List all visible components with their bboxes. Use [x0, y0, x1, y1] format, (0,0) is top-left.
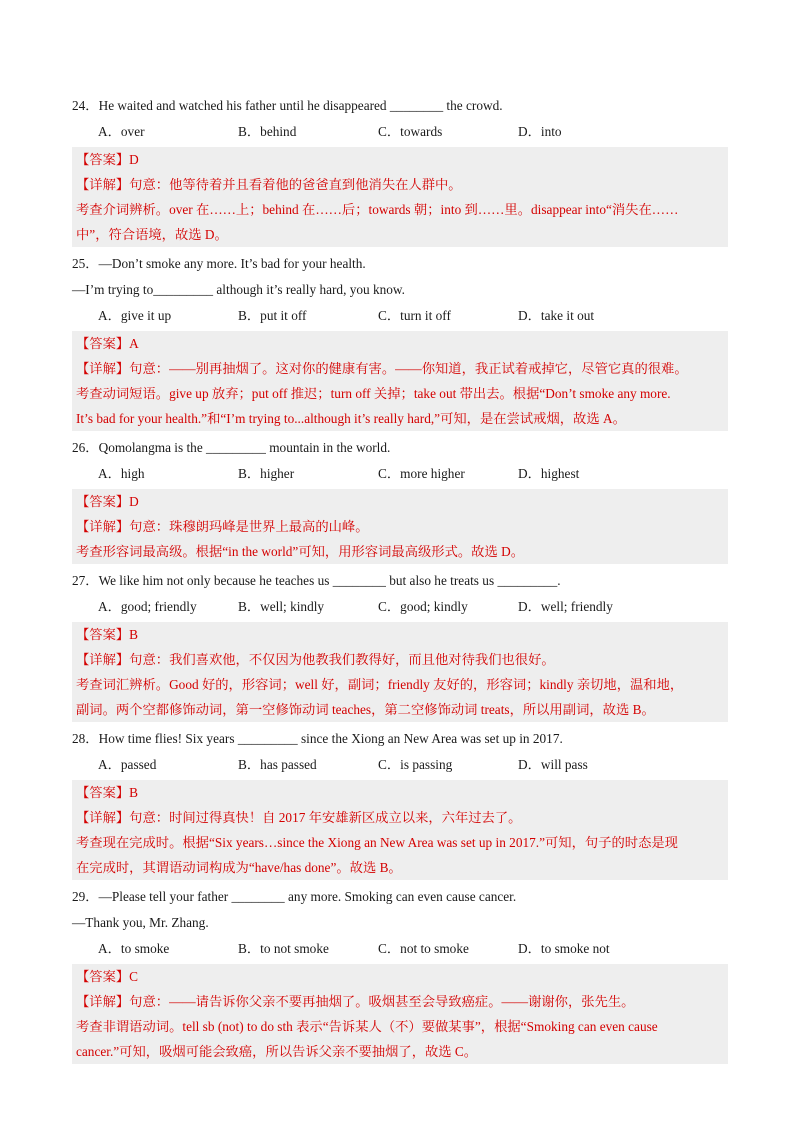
question-stem — [72, 251, 728, 303]
answer-option: C．not to smoke — [378, 941, 469, 956]
answer-explanation-box — [72, 147, 728, 247]
answer-option: C．is passing — [378, 757, 453, 772]
question-block — [72, 435, 728, 564]
answer-explanation-box — [72, 331, 728, 431]
question-text-line: —I’m trying to_________ although it’s really hard, you know. — [72, 282, 405, 297]
answer-option: C．more higher — [378, 466, 465, 481]
question-block — [72, 726, 728, 880]
answer-option: B．has passed — [238, 757, 317, 772]
question-stem — [72, 435, 728, 461]
explanation-line: 中”，符合语境，故选 D。 — [76, 227, 228, 242]
question-block — [72, 251, 728, 431]
question-stem — [72, 726, 728, 752]
explanation-line: 【详解】句意：珠穆朗玛峰是世界上最高的山峰。 — [76, 519, 369, 534]
answer-label: 【答案】C — [76, 969, 139, 984]
explanation-line: 考查词汇辨析。Good 好的，形容词；well 好，副词；friendly 友好的，形容词；kindly 亲切地，温和地， — [76, 677, 684, 692]
answer-option: B．higher — [238, 466, 295, 481]
options-row — [72, 936, 728, 962]
question-stem — [72, 93, 728, 119]
answer-option: A．to smoke — [98, 941, 170, 956]
question-block — [72, 93, 728, 247]
question-text-line: 29．—Please tell your father ________ any more. Smoking can even cause cancer. — [72, 889, 517, 904]
answer-label: 【答案】B — [76, 785, 139, 800]
answer-explanation-box — [72, 622, 728, 722]
explanation-line: 考查介词辨析。over 在……上；behind 在……后；towards 朝；into 到……里。disappear into“消失在…… — [76, 202, 679, 217]
answer-option: C．towards — [378, 124, 443, 139]
question-text-line: 27．We like him not only because he teaches us ________ but also he treats us _________. — [72, 573, 561, 588]
answer-option: D．into — [518, 124, 562, 139]
explanation-line: 考查现在完成时。根据“Six years…since the Xiong an New Area was set up in 2017.”可知，句子的时态是现 — [76, 835, 678, 850]
explanation-line: 在完成时，其谓语动词构成为“have/has done”。故选 B。 — [76, 860, 402, 875]
options-row — [72, 303, 728, 329]
options-row — [72, 119, 728, 145]
answer-option: A．high — [98, 466, 145, 481]
answer-option: A．passed — [98, 757, 157, 772]
answer-option: B．well; kindly — [238, 599, 325, 614]
question-stem — [72, 884, 728, 936]
question-block — [72, 884, 728, 1064]
answer-option: B．behind — [238, 124, 297, 139]
question-text-line: —Thank you, Mr. Zhang. — [72, 915, 209, 930]
answer-option: A．over — [98, 124, 145, 139]
answer-option: D．highest — [518, 466, 580, 481]
answer-option: D．will pass — [518, 757, 588, 772]
answer-option: D．well; friendly — [518, 599, 613, 614]
explanation-line: 【详解】句意：——请告诉你父亲不要再抽烟了。吸烟甚至会导致癌症。——谢谢你，张先生。 — [76, 994, 635, 1009]
question-text-line: 28．How time flies! Six years _________ since the Xiong an New Area was set up in 2017. — [72, 731, 563, 746]
explanation-line: 【详解】句意：时间过得真快！自 2017 年安雄新区成立以来，六年过去了。 — [76, 810, 522, 825]
question-text-line: 25．—Don’t smoke any more. It’s bad for your health. — [72, 256, 366, 271]
answer-option: A．good; friendly — [98, 599, 197, 614]
answer-explanation-box — [72, 489, 728, 564]
answer-label: 【答案】B — [76, 627, 139, 642]
options-row — [72, 594, 728, 620]
answer-label: 【答案】D — [76, 152, 139, 167]
answer-option: B．to not smoke — [238, 941, 329, 956]
options-row — [72, 752, 728, 778]
explanation-line: 【详解】句意：我们喜欢他，不仅因为他教我们教得好，而且他对待我们也很好。 — [76, 652, 555, 667]
answer-explanation-box — [72, 780, 728, 880]
answer-option: C．turn it off — [378, 308, 451, 323]
answer-label: 【答案】A — [76, 336, 139, 351]
explanation-line: 考查动词短语。give up 放弃；put off 推迟；turn off 关掉；take out 带出去。根据“Don’t smoke any more. — [76, 386, 671, 401]
explanation-line: cancer.”可知，吸烟可能会致癌，所以告诉父亲不要抽烟了，故选 C。 — [76, 1044, 478, 1059]
explanation-line: It’s bad for your health.”和“I’m trying to...although it’s really hard,”可知，是在尝试戒烟，故选 A。 — [76, 411, 626, 426]
question-stem — [72, 568, 728, 594]
explanation-line: 【详解】句意：他等待着并且看着他的爸爸直到他消失在人群中。 — [76, 177, 462, 192]
explanation-line: 副词。两个空都修饰动词，第一空修饰动词 teaches，第二空修饰动词 treats，所以用副词，故选 B。 — [76, 702, 655, 717]
explanation-line: 考查非谓语动词。tell sb (not) to do sth 表示“告诉某人（不）要做某事”，根据“Smoking can even cause — [76, 1019, 658, 1034]
question-text-line: 24．He waited and watched his father until he disappeared ________ the crowd. — [72, 98, 503, 113]
explanation-line: 【详解】句意：——别再抽烟了。这对你的健康有害。——你知道，我正试着戒掉它，尽管它真的很难。 — [76, 361, 688, 376]
answer-option: C．good; kindly — [378, 599, 468, 614]
options-row — [72, 461, 728, 487]
answer-label: 【答案】D — [76, 494, 139, 509]
answer-option: B．put it off — [238, 308, 307, 323]
answer-option: D．to smoke not — [518, 941, 610, 956]
answer-option: A．give it up — [98, 308, 172, 323]
question-text-line: 26．Qomolangma is the _________ mountain in the world. — [72, 440, 391, 455]
answer-explanation-box — [72, 964, 728, 1064]
explanation-line: 考查形容词最高级。根据“in the world”可知，用形容词最高级形式。故选 D。 — [76, 544, 525, 559]
answer-option: D．take it out — [518, 308, 595, 323]
question-block — [72, 568, 728, 722]
